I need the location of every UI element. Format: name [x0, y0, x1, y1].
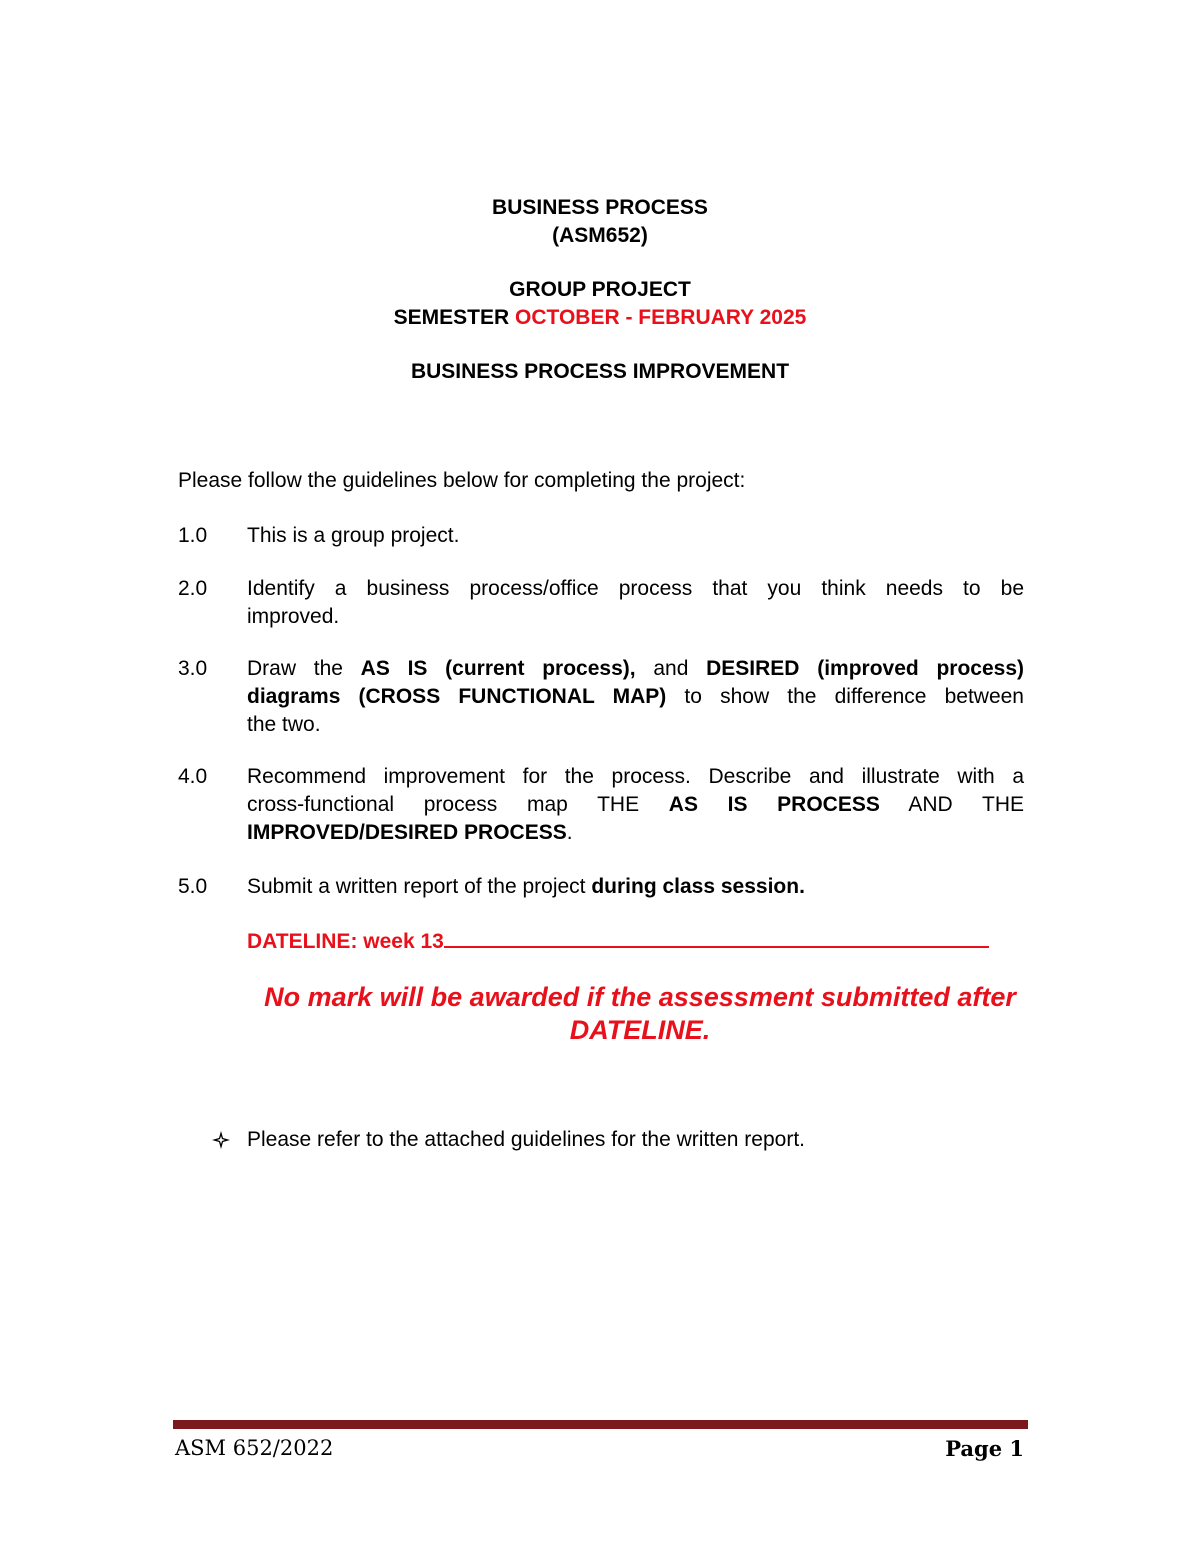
semester-line	[0, 305, 1200, 331]
item-number: 4.0	[178, 765, 208, 788]
late-warning-line1: No mark will be awarded if the assessment submitted after	[264, 982, 1016, 1012]
item-number: 1.0	[178, 524, 208, 547]
semester-value: OCTOBER - FEBRUARY 2025	[515, 306, 807, 329]
footer-course: ASM 652/2022	[175, 1436, 334, 1460]
text-run: Draw the	[247, 657, 361, 680]
text-run: .	[566, 821, 573, 844]
item-text-line	[247, 683, 1024, 711]
project-type: GROUP PROJECT	[509, 278, 691, 301]
item-number: 2.0	[178, 577, 208, 600]
item-text: This is a group project.	[247, 524, 460, 547]
text-run: cross-functional process map THE	[247, 793, 669, 816]
dateline-underline	[444, 926, 989, 948]
diamond-bullet-icon	[212, 1131, 230, 1149]
semester-label: SEMESTER	[393, 306, 510, 329]
text-run: to show the difference between	[666, 685, 1024, 708]
dateline-text: DATELINE: week 13	[247, 930, 444, 953]
item-number: 3.0	[178, 657, 208, 680]
text-run-bold: AS IS (current process),	[360, 657, 636, 680]
course-code: (ASM652)	[552, 224, 648, 247]
item-text-line: the two.	[247, 713, 321, 736]
text-run: and	[635, 657, 707, 680]
text-run-bold: diagrams (CROSS FUNCTIONAL MAP)	[247, 685, 667, 708]
item-text-line	[247, 819, 1024, 847]
late-warning-line2: DATELINE.	[569, 1015, 711, 1045]
footer-divider	[173, 1420, 1028, 1429]
intro-text: Please follow the guidelines below for completing the project:	[178, 469, 746, 492]
item-number: 5.0	[178, 875, 208, 898]
item-text-line: Identify a business process/office process that you think needs to be	[247, 577, 1024, 600]
text-run-bold: AS IS PROCESS	[668, 793, 880, 816]
text-run-bold: IMPROVED/DESIRED PROCESS	[247, 821, 567, 844]
topic-title: BUSINESS PROCESS IMPROVEMENT	[410, 360, 790, 383]
item-text-line: improved.	[247, 605, 340, 628]
item-text-line	[247, 655, 1024, 683]
item-text-line	[247, 791, 1024, 819]
text-run: AND THE	[879, 793, 1024, 816]
course-title: BUSINESS PROCESS	[492, 196, 708, 219]
item-text-line: Recommend improvement for the process. Describe and illustrate with a	[247, 765, 1024, 788]
text-run-bold: during class session.	[591, 875, 805, 898]
page-number: Page 1	[945, 1436, 1024, 1461]
text-run: Submit a written report of the project	[247, 875, 592, 898]
item-text-line	[247, 873, 1024, 901]
text-run-bold: DESIRED (improved process)	[706, 657, 1024, 680]
bullet-text: Please refer to the attached guidelines for the written report.	[247, 1128, 805, 1151]
dateline	[247, 926, 989, 956]
